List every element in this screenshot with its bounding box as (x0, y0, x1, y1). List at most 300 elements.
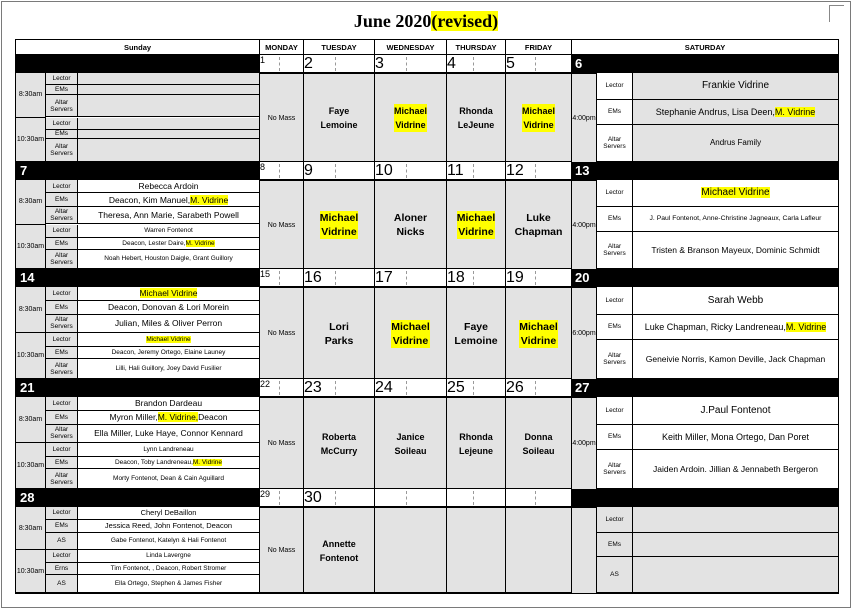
role-value-text: Deacon, Donovan & Lori Morein (108, 302, 229, 313)
role-text: AS (610, 570, 619, 578)
header-saturday (571, 40, 838, 55)
saturday-role-value (633, 125, 838, 162)
role-text: EMs (55, 413, 68, 421)
saturday-role-value (633, 315, 838, 341)
role-label (46, 550, 78, 563)
role-value (78, 359, 259, 379)
day-cell (303, 73, 374, 162)
day-cell (374, 397, 446, 489)
minister-name-line: Vidrine (321, 226, 357, 238)
role-label (46, 397, 78, 411)
mass-time-label: 10:30am (16, 462, 45, 469)
calendar-grid (15, 39, 839, 594)
role-value-empty (78, 118, 259, 130)
highlighted-minister (391, 320, 430, 348)
role-text: Lector (52, 335, 71, 343)
date-box-divider (279, 164, 280, 178)
minister-name-line: Annette (322, 538, 356, 549)
role-text: Altar Servers (603, 462, 626, 477)
role-text: Lector (52, 289, 71, 297)
role-label (46, 563, 78, 575)
saturday-mass-time (571, 397, 597, 489)
header-label: WEDNESDAY (386, 43, 435, 52)
minister-name-line: Vidrine (458, 226, 494, 238)
role-value-text: Ella Ortego, Stephen & James Fisher (114, 579, 223, 587)
role-value (78, 575, 259, 593)
minister-name-line: Rhonda (459, 431, 493, 442)
role-value-empty (78, 73, 259, 85)
role-label (46, 207, 78, 225)
minister-name (394, 430, 426, 458)
header-friday (505, 40, 571, 55)
header-monday (259, 40, 303, 55)
date-cell-2: 2 (303, 55, 374, 73)
date-box-divider (535, 491, 536, 505)
date-cell-blank (446, 489, 505, 507)
role-value-text: Deacon, Kim Manuel, (108, 194, 191, 205)
date-box-divider (279, 57, 280, 71)
day-cell (505, 397, 571, 489)
highlighted-minister: Michael Vidrine (139, 288, 198, 299)
highlighted-minister: M. Vidrine, (157, 412, 199, 423)
role-text: Lector (605, 82, 624, 90)
title-month: June 2020 (353, 11, 432, 31)
day-cell (259, 507, 303, 593)
role-text: EMs (55, 303, 68, 311)
role-value-text: Lilli, Hali Guillory, Joey David Fusilier (115, 365, 222, 373)
saturday-role-value (633, 232, 838, 269)
highlighted-minister: M. Vidrine (785, 321, 827, 332)
date-cell-18: 18 (446, 269, 505, 287)
saturday-role-label (597, 507, 633, 533)
minister-name-line: Lemoine (454, 334, 498, 347)
mass-time-label: 8:30am (18, 198, 43, 206)
highlighted-minister: Michael Vidrine (146, 335, 191, 343)
highlighted-minister (457, 211, 496, 239)
saturday-role-label (597, 100, 633, 125)
day-cell (303, 180, 374, 269)
no-mass-label: No Mass (267, 547, 296, 554)
highlighted-minister: Michael Vidrine (701, 187, 770, 199)
saturday-mass-time (571, 180, 597, 269)
saturday-lector: Sarah Webb (707, 294, 764, 306)
date-box-divider (473, 271, 474, 285)
saturday-date-bar (571, 379, 838, 397)
date-cell-19: 19 (505, 269, 571, 287)
role-text: EMs (55, 196, 68, 204)
highlighted-minister: M. Vidrine (774, 106, 816, 117)
role-text: Altar Servers (603, 135, 626, 150)
mass-time (16, 287, 46, 333)
highlighted-minister (519, 320, 558, 348)
title-revised: (revised) (431, 11, 499, 31)
mass-time-label: 4:00pm (572, 221, 596, 229)
saturday-role-label (597, 425, 633, 451)
minister-name-line: Michael (521, 106, 555, 116)
sunday-date-number: 28 (20, 490, 35, 505)
day-cell (374, 507, 446, 593)
saturday-altar-servers: Geneivie Norris, Kamon Deville, Jack Chapman (645, 354, 826, 365)
minister-name-line: Vidrine (395, 120, 426, 130)
minister-name-line: McCurry (320, 445, 358, 456)
mass-time-label: 8:30am (18, 91, 43, 99)
role-label (46, 411, 78, 425)
role-label (46, 359, 78, 379)
role-value (78, 457, 259, 469)
date-box-divider (535, 57, 536, 71)
saturday-role-value (633, 207, 838, 232)
no-mass-label: No Mass (267, 440, 296, 447)
role-label (46, 469, 78, 489)
sunday-date-number: 14 (20, 270, 35, 285)
saturday-ems: J. Paul Fontenot, Anne-Christine Jagneaux, Carla Lafleur (649, 215, 822, 223)
saturday-role-value (633, 73, 838, 100)
saturday-role-value (633, 287, 838, 315)
mass-time-label: 6:00pm (572, 330, 596, 337)
date-cell-15: 15 (259, 269, 303, 287)
saturday-date-number: 6 (575, 56, 583, 71)
saturday-date-number: 20 (575, 270, 590, 285)
day-cell (446, 507, 505, 593)
saturday-role-label (597, 557, 633, 593)
date-cell-16: 16 (303, 269, 374, 287)
saturday-role-value (633, 425, 838, 451)
role-value (78, 287, 259, 301)
role-text: Lector (52, 552, 71, 560)
role-value-text: Tim Fontenot, , Deacon, Robert Stromer (110, 564, 227, 572)
date-box-divider (535, 164, 536, 178)
role-value (78, 207, 259, 225)
mass-time (16, 443, 46, 489)
role-value (78, 250, 259, 269)
mass-time-label: 10:30am (16, 352, 45, 359)
minister-name-line: Soileau (394, 445, 427, 456)
role-value-text: Julian, Miles & Oliver Perron (114, 318, 223, 329)
saturday-role-value (633, 100, 838, 125)
role-label (46, 457, 78, 469)
role-value-text: Noah Hebert, Houston Daigle, Grant Guillory (104, 255, 233, 263)
minister-name (459, 430, 493, 458)
role-text: Altar Servers (50, 316, 73, 331)
highlighted-minister: M. Vidrine (190, 194, 229, 205)
day-cell (505, 287, 571, 379)
date-cell-22: 22 (259, 379, 303, 397)
saturday-date-bar (571, 55, 838, 73)
header-label: FRIDAY (524, 43, 553, 52)
role-value-text: Deacon, Toby Landreneau, (114, 459, 193, 466)
saturday-date-bar (571, 162, 838, 180)
role-text: AS (57, 537, 66, 545)
header-label: THURSDAY (455, 43, 497, 52)
role-value (78, 507, 259, 520)
role-value-empty (78, 139, 259, 162)
date-cell-1: 1 (259, 55, 303, 73)
mass-time (16, 180, 46, 225)
date-box-divider (406, 271, 407, 285)
minister-name-line: Michael (456, 212, 496, 224)
mass-time (16, 118, 46, 163)
minister-name (394, 211, 427, 239)
saturday-role-label (597, 125, 633, 162)
role-text: Lector (52, 75, 71, 82)
role-label (46, 250, 78, 269)
role-value (78, 443, 259, 457)
role-value-text: Deacon (198, 412, 228, 423)
saturday-role-value (633, 507, 838, 533)
role-label (46, 85, 78, 95)
role-value (78, 301, 259, 315)
minister-name-line: Michael (391, 320, 430, 333)
role-value (78, 550, 259, 563)
highlighted-minister: M. Vidrine (185, 239, 215, 247)
saturday-date-number: 27 (575, 380, 590, 395)
date-box-divider (473, 381, 474, 395)
role-label (46, 287, 78, 301)
role-value (78, 180, 259, 193)
no-mass-label: No Mass (267, 221, 296, 229)
minister-name (522, 430, 554, 458)
day-cell (303, 287, 374, 379)
date-box-divider (335, 57, 336, 71)
role-label (46, 315, 78, 333)
role-value (78, 533, 259, 550)
role-label (46, 443, 78, 457)
saturday-role-label (597, 207, 633, 232)
date-box-divider (335, 491, 336, 505)
header-wednesday (374, 40, 446, 55)
role-value (78, 520, 259, 533)
day-cell (446, 397, 505, 489)
role-label (46, 347, 78, 359)
date-box-divider (279, 491, 280, 505)
role-text: EMs (55, 349, 68, 356)
sunday-date-bar (16, 55, 259, 73)
date-box-divider (406, 491, 407, 505)
minister-name-line: Michael (393, 106, 427, 116)
role-text: Lector (605, 406, 624, 414)
saturday-role-value (633, 340, 838, 379)
minister-name-line: Parks (324, 334, 354, 347)
date-cell-blank (374, 489, 446, 507)
saturday-role-label (597, 340, 633, 379)
mass-time-label: 10:30am (16, 242, 45, 250)
role-value (78, 193, 259, 206)
role-value-text: Warren Fontenot (144, 227, 193, 235)
minister-name (515, 211, 563, 239)
date-box-divider (279, 381, 280, 395)
date-box-divider (335, 381, 336, 395)
day-cell (446, 180, 505, 269)
date-cell-29: 29 (259, 489, 303, 507)
role-label (46, 193, 78, 206)
header-thursday (446, 40, 505, 55)
mass-time (16, 73, 46, 118)
mass-time-label: 8:30am (18, 524, 43, 532)
role-text: Altar Servers (50, 251, 73, 266)
role-value-empty (78, 130, 259, 140)
day-cell (446, 73, 505, 162)
role-text: Altar Servers (603, 242, 626, 257)
saturday-altar-servers: Andrus Family (709, 138, 762, 148)
date-cell-23: 23 (303, 379, 374, 397)
saturday-role-value (633, 397, 838, 425)
minister-name-line: Aloner (393, 212, 428, 224)
saturday-lector: J.Paul Fontenot (700, 404, 771, 416)
minister-name (454, 320, 497, 348)
minister-name-line: Chapman (514, 226, 563, 238)
day-cell (303, 507, 374, 593)
date-cell-3: 3 (374, 55, 446, 73)
saturday-role-label (597, 450, 633, 489)
date-box-divider (406, 164, 407, 178)
role-label (46, 575, 78, 593)
role-label (46, 225, 78, 238)
minister-name-line: Fontenot (319, 552, 359, 563)
day-cell (374, 73, 446, 162)
day-cell (374, 180, 446, 269)
role-label (46, 425, 78, 443)
day-cell (505, 180, 571, 269)
role-text: Altar Servers (50, 208, 73, 223)
date-box-divider (279, 271, 280, 285)
saturday-mass-time (571, 73, 597, 162)
minister-name-line: Faye (464, 320, 488, 333)
role-text: Lector (605, 296, 624, 304)
role-text: Lector (52, 445, 71, 453)
role-text: EMs (55, 130, 68, 138)
date-cell-11: 11 (446, 162, 505, 180)
role-value (78, 397, 259, 411)
role-label (46, 238, 78, 250)
mass-time-label: 8:30am (18, 416, 43, 423)
date-box-divider (535, 271, 536, 285)
date-box-divider (406, 381, 407, 395)
role-value-text: Jessica Reed, John Fontenot, Deacon (104, 521, 233, 531)
role-value-text: Gabe Fontenot, Katelyn & Hali Fontenot (110, 537, 227, 545)
day-cell (374, 287, 446, 379)
saturday-date-bar (571, 489, 838, 507)
date-cell-26: 26 (505, 379, 571, 397)
mass-time (16, 225, 46, 270)
role-value-text: Deacon, Lester Daire, (122, 239, 186, 247)
role-text: Lector (52, 399, 71, 407)
date-box-divider (473, 57, 474, 71)
day-cell (259, 73, 303, 162)
role-value-text: Rebecca Ardoin (138, 181, 199, 192)
role-value (78, 333, 259, 347)
mass-time (16, 397, 46, 443)
minister-name-line: Lemoine (320, 120, 358, 130)
date-cell-4: 4 (446, 55, 505, 73)
day-cell (303, 397, 374, 489)
role-text: Lector (605, 189, 624, 197)
date-box-divider (335, 164, 336, 178)
minister-name (458, 104, 495, 132)
mass-time-label: 10:30am (16, 135, 45, 143)
header-sunday (16, 40, 259, 55)
mass-time-label: 10:30am (16, 567, 45, 575)
role-label (46, 139, 78, 162)
day-cell (259, 397, 303, 489)
minister-name (320, 104, 357, 132)
date-cell-5: 5 (505, 55, 571, 73)
minister-name-line: Faye (328, 106, 350, 116)
day-cell (259, 287, 303, 379)
minister-name (321, 430, 358, 458)
saturday-ems: Stephanie Andrus, Lisa Deen, (655, 106, 775, 117)
role-value (78, 563, 259, 575)
role-value-text: Myron Miller, (109, 412, 158, 423)
minister-name (325, 320, 354, 348)
role-value (78, 225, 259, 238)
saturday-role-label (597, 73, 633, 100)
saturday-date-number: 13 (575, 163, 590, 178)
saturday-role-label (597, 315, 633, 341)
saturday-role-value (633, 557, 838, 593)
saturday-mass-time (571, 507, 597, 593)
minister-name-line: Lejeune (458, 445, 493, 456)
saturday-role-value (633, 180, 838, 207)
saturday-ems: Keith Miller, Mona Ortego, Dan Poret (661, 431, 810, 442)
role-text: EMs (55, 459, 68, 466)
role-text: EMs (55, 522, 68, 530)
date-box-divider (335, 271, 336, 285)
role-value-empty (78, 95, 259, 118)
role-label (46, 130, 78, 140)
role-text: Altar Servers (50, 471, 73, 486)
minister-name-line: Rhonda (459, 106, 493, 116)
saturday-role-label (597, 533, 633, 557)
saturday-role-label (597, 397, 633, 425)
minister-name-line: Janice (396, 431, 425, 442)
role-value-text: Lynn Landreneau (143, 445, 194, 453)
role-value (78, 347, 259, 359)
minister-name-line: Nicks (396, 226, 425, 238)
mass-time (16, 507, 46, 550)
mass-time (16, 550, 46, 593)
date-cell-8: 8 (259, 162, 303, 180)
role-text: EMs (608, 433, 621, 441)
role-label (46, 118, 78, 130)
saturday-altar-servers: Tristen & Branson Mayeux, Dominic Schmidt (651, 244, 820, 255)
sunday-date-number: 7 (20, 163, 28, 178)
highlighted-minister: M. Vidrine (192, 459, 223, 466)
role-text: EMs (608, 215, 621, 223)
role-value (78, 469, 259, 489)
role-value (78, 425, 259, 443)
day-cell (505, 507, 571, 593)
saturday-ems: Luke Chapman, Ricky Landreneau, (644, 321, 786, 332)
date-box-divider (473, 491, 474, 505)
minister-name-line: Luke (526, 212, 551, 224)
role-text: Lector (52, 182, 71, 190)
minister-name-line: Vidrine (523, 120, 554, 130)
role-value-text: Deacon, Jeremy Ortego, Elaine Launey (111, 349, 226, 356)
minister-name-line: LeJeune (457, 120, 495, 130)
role-text: EMs (55, 239, 68, 247)
role-label (46, 301, 78, 315)
mass-time (16, 333, 46, 379)
minister-name-line: Michael (319, 212, 359, 224)
role-text: Altar Servers (603, 352, 626, 367)
role-text: AS (57, 579, 66, 587)
header-label: Sunday (123, 43, 152, 52)
role-label (46, 533, 78, 550)
date-cell-25: 25 (446, 379, 505, 397)
highlighted-minister (320, 211, 359, 239)
day-cell (259, 180, 303, 269)
role-text: Altar Servers (50, 98, 73, 113)
